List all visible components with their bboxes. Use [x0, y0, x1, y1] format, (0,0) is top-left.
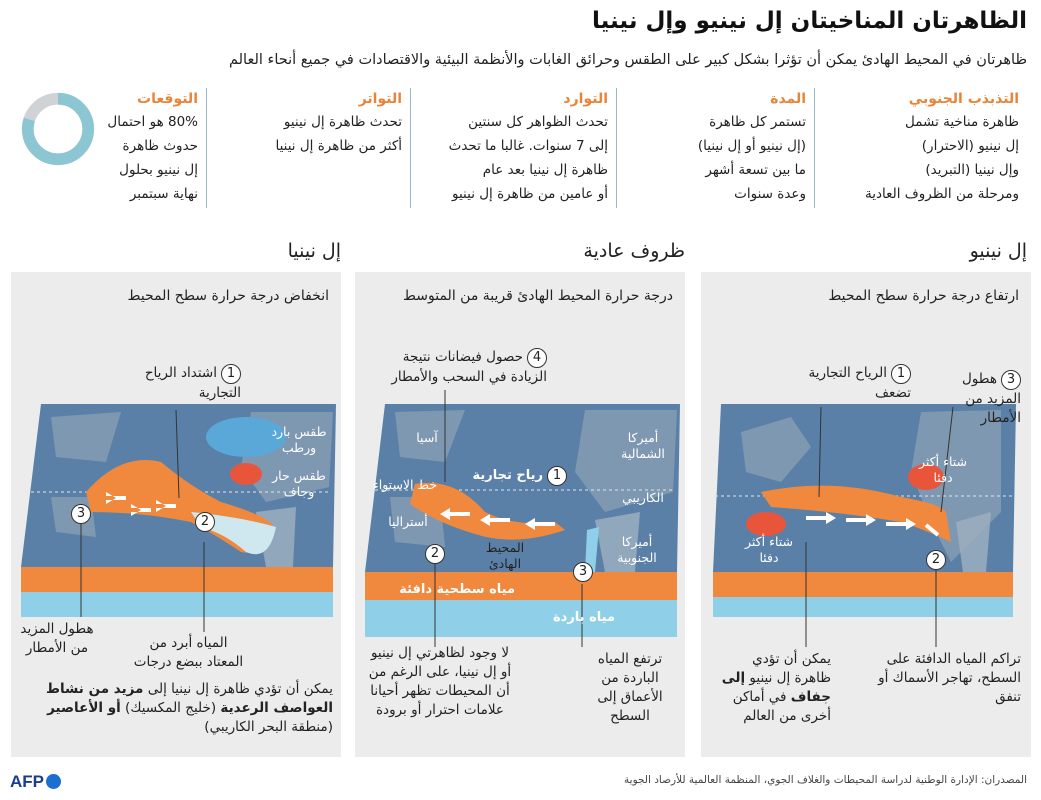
annotation-text: الرياح التجارية تضعف	[808, 365, 911, 401]
annotation-text: هطول المزيد من الأمطار	[962, 371, 1021, 426]
fact-heading: التوقعات	[137, 91, 198, 107]
facts-row	[15, 88, 1027, 208]
page-subtitle: ظاهرتان في المحيط الهادئ يمكن أن تؤثرا بشكل كبير على الطقس وحرائق الغابات والأنظمة البيئية والاقتصادات في جميع أنحاء العالم	[228, 52, 1027, 68]
fact-heading: التذبذب الجنوبي	[908, 91, 1019, 107]
lanina-label-hot-dry: طقس حار وجاف	[272, 468, 326, 499]
panel-elnino	[701, 272, 1031, 757]
step-2-marker: 2	[926, 550, 946, 570]
page-title: الظاهرتان المناخيتان إل نينيو وإل نينيا	[592, 8, 1027, 34]
fact-line: (إل نينيو أو إل نينيا)	[697, 138, 806, 154]
section-title-normal: ظروف عادية	[583, 240, 685, 262]
panel-lanina	[11, 272, 341, 757]
fact-heading: التوارد	[563, 91, 608, 107]
lanina-annotation-cold-water: المياه أبرد من المعتاد ببضع درجات	[133, 635, 244, 670]
fact-line: وإل نينيا (التبريد)	[925, 162, 1019, 178]
label-pacific: المحيط الهادئ	[485, 540, 525, 571]
annotation-bold: مزيد من نشاط العواصف الرعدية	[45, 681, 333, 716]
elnino-label-warm-winter-north: شتاء أكثر دفئا	[919, 454, 967, 485]
panel-subtitle: ارتفاع درجة حرارة سطح المحيط	[828, 288, 1019, 304]
step-3-marker: 3	[1001, 370, 1021, 390]
step-1-marker: 1	[891, 364, 911, 384]
logo-dot-icon	[46, 774, 61, 789]
annotation-text: حصول فيضانات نتيجة الزيادة في السحب والأمطار	[391, 349, 547, 385]
step-4-marker: 4	[527, 348, 547, 368]
fact-line: ما بين تسعة أشهر	[705, 162, 806, 178]
label-north-america: أميركا الشمالية	[621, 430, 665, 461]
step-2-marker: 2	[195, 512, 215, 532]
fact-duration	[625, 88, 815, 208]
annotation-text: اشتداد الرياح التجارية	[144, 365, 241, 401]
elnino-annotation-trade-winds	[801, 364, 911, 403]
section-title-elnino: إل نينيو	[969, 240, 1027, 262]
fact-recurrence	[417, 88, 617, 208]
elnino-label-warm-winter-west: شتاء أكثر دفئا	[745, 534, 793, 565]
step-2-marker: 2	[425, 544, 445, 564]
fact-heading: المدة	[770, 91, 806, 107]
label-australia: أستراليا	[388, 514, 428, 529]
label-south-america: أميركا الجنوبية	[617, 534, 657, 565]
trade-winds-text: رياح تجارية	[472, 468, 543, 483]
fact-line: 80% هو احتمال	[107, 114, 198, 130]
elnino-annotation-warm-water: تراكم المياه الدافئة على السطح، تهاجر الأسماك أو تنفق	[878, 651, 1021, 705]
fact-line: إل نينيو بحلول	[119, 162, 198, 178]
fact-line: أو عامين من ظاهرة إل نينيو	[452, 186, 608, 202]
panel-normal	[355, 272, 685, 757]
annotation-bold: أو الأعاصير	[47, 700, 121, 716]
lanina-annotation-rain: هطول المزيد من الأمطار	[20, 621, 94, 656]
step-3-marker: 3	[573, 562, 593, 582]
annotation-text: في أماكن أخرى من العالم	[732, 689, 831, 724]
fact-line: أكثر من ظاهرة إل نينيا	[275, 138, 402, 154]
label-asia: آسيا	[416, 430, 438, 445]
probability-donut	[19, 90, 97, 168]
fact-line: نهاية سبتمبر	[129, 186, 198, 202]
lanina-annotation-storms	[15, 680, 333, 737]
fact-line: ومرحلة من الظروف العادية	[864, 186, 1019, 202]
annotation-text: يمكن أن تؤدي ظاهرة إل نينيو	[749, 651, 831, 686]
section-title-lanina: إل نينيا	[287, 240, 341, 262]
step-1-marker: 1	[547, 466, 567, 486]
fact-line: إلى 7 سنوات. غالبا ما تحدث	[448, 138, 608, 154]
lanina-annotation-trade-winds	[131, 364, 241, 403]
annotation-bold: إلى جفاف	[721, 670, 831, 705]
lanina-label-cold-wet: طقس بارد ورطب	[271, 424, 327, 455]
fact-line: تحدث ظاهرة إل نينيو	[283, 114, 402, 130]
label-cold-water: مياه باردة	[552, 610, 615, 625]
panel-subtitle: انخفاض درجة حرارة سطح المحيط	[127, 288, 329, 304]
label-equator: خط الاستواء	[372, 477, 438, 492]
fact-frequency	[215, 88, 411, 208]
fact-forecast	[15, 88, 207, 208]
label-caribbean: الكاريبي	[622, 490, 664, 505]
step-3-marker: 3	[71, 504, 91, 524]
label-trade-winds	[472, 466, 567, 486]
fact-line: تستمر كل ظاهرة	[709, 114, 806, 130]
source-credit: المصدران: الإدارة الوطنية لدراسة المحيطات والغلاف الجوي، المنظمة العالمية للأرصاد الجوية	[624, 774, 1027, 786]
normal-annotation-floods	[367, 348, 547, 387]
annotation-text: (منطقة البحر الكاريبي)	[204, 719, 333, 735]
annotation-text: (خليج المكسيك)	[125, 700, 217, 716]
panel-subtitle: درجة حرارة المحيط الهادئ قريبة من المتوسط	[402, 288, 673, 304]
fact-heading: التواتر	[358, 91, 402, 107]
afp-logo	[10, 772, 61, 792]
fact-southern-oscillation	[827, 88, 1027, 208]
fact-line: إل نينيو (الاحترار)	[921, 138, 1019, 154]
normal-annotation-upwelling: ترتفع المياه الباردة من الأعماق إلى السطح	[597, 651, 663, 724]
logo-text: AFP	[10, 772, 44, 791]
normal-annotation-neutral: لا وجود لظاهرتي إل نينيو أو إل نينيا، على الرغم من أن المحيطات تظهر أحيانا علامات احترار أو برودة	[368, 645, 512, 718]
elnino-annotation-drought	[716, 650, 831, 726]
label-warm-surface-water: مياه سطحية دافئة	[399, 582, 515, 597]
fact-line: تحدث الظواهر كل سنتين	[468, 114, 608, 130]
step-1-marker: 1	[221, 364, 241, 384]
annotation-text: يمكن أن تؤدي ظاهرة إل نينيا إلى	[147, 681, 333, 697]
fact-line: وعدة سنوات	[734, 186, 806, 202]
fact-line: ظاهرة إل نينيا بعد عام	[482, 162, 608, 178]
elnino-annotation-rain	[937, 370, 1021, 428]
fact-line: حدوث ظاهرة	[122, 138, 198, 154]
fact-line: ظاهرة مناخية تشمل	[905, 114, 1019, 130]
